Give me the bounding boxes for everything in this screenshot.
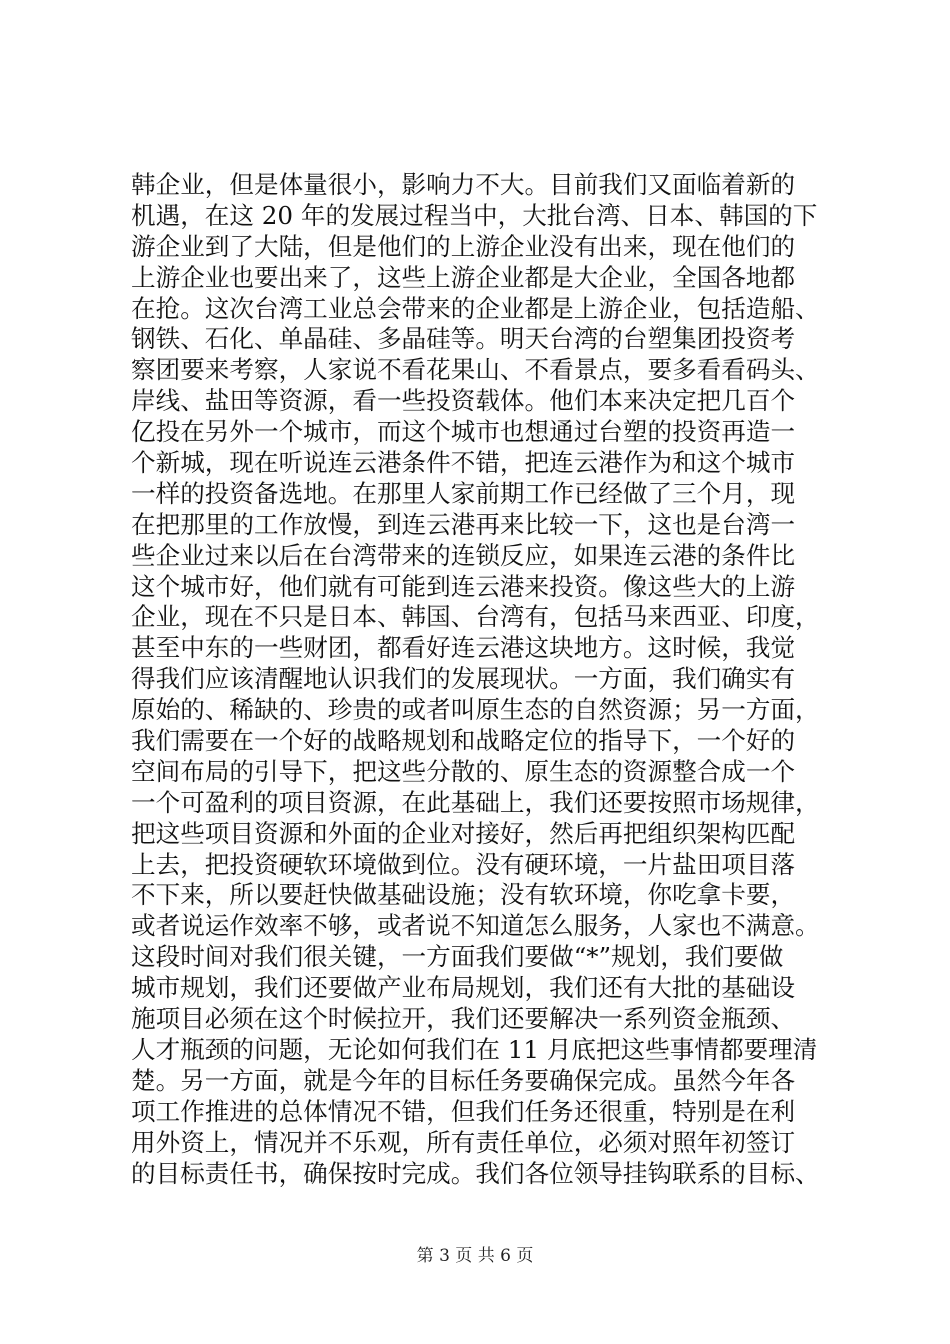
text-line: 上游企业也要出来了，这些上游企业都是大企业，全国各地都 [131, 262, 796, 292]
text-line: 城市规划，我们还要做产业布局规划，我们还有大批的基础设 [131, 973, 796, 1003]
text-line: 楚。另一方面，就是今年的目标任务要确保完成。虽然今年各 [131, 1065, 796, 1095]
text-line: 这个城市好，他们就有可能到连云港来投资。像这些大的上游 [131, 571, 796, 601]
text-line: 或者说运作效率不够，或者说不知道怎么服务，人家也不满意。 [131, 911, 820, 941]
text-line: 我们需要在一个好的战略规划和战略定位的指导下，一个好的 [131, 726, 796, 756]
text-line: 不下来，所以要赶快做基础设施；没有软环境，你吃拿卡要， [131, 880, 796, 910]
text-line: 用外资上，情况并不乐观，所有责任单位，必须对照年初签订 [131, 1127, 796, 1157]
page-footer: 第 3 页 共 6 页 [416, 1246, 534, 1266]
text-line: 的目标责任书，确保按时完成。我们各位领导挂钩联系的目标、 [131, 1158, 820, 1188]
text-line: 施项目必须在这个时候拉开，我们还要解决一系列资金瓶颈、 [131, 1004, 796, 1034]
text-line: 一样的投资备选地。在那里人家前期工作已经做了三个月，现 [131, 478, 796, 508]
text-line: 岸线、盐田等资源，看一些投资载体。他们本来决定把几百个 [131, 386, 796, 416]
text-line: 项工作推进的总体情况不错，但我们任务还很重，特别是在利 [131, 1096, 796, 1126]
text-line: 亿投在另外一个城市，而这个城市也想通过台塑的投资再造一 [131, 417, 796, 447]
text-line: 察团要来考察，人家说不看花果山、不看景点，要多看看码头、 [131, 355, 820, 385]
text-line: 空间布局的引导下，把这些分散的、原生态的资源整合成一个 [131, 756, 796, 786]
text-line: 个新城，现在听说连云港条件不错，把连云港作为和这个城市 [131, 448, 796, 478]
text-line: 机遇，在这 20 年的发展过程当中，大批台湾、日本、韩国的下 [131, 200, 818, 230]
text-line: 韩企业，但是体量很小，影响力不大。目前我们又面临着新的 [131, 170, 796, 199]
text-line: 得我们应该清醒地认识我们的发展现状。一方面，我们确实有 [131, 664, 796, 694]
text-line: 钢铁、石化、单晶硅、多晶硅等。明天台湾的台塑集团投资考 [131, 324, 796, 354]
text-line: 企业，现在不只是日本、韩国、台湾有，包括马来西亚、印度， [131, 602, 820, 632]
body-text [131, 170, 831, 1189]
text-line: 把这些项目资源和外面的企业对接好，然后再把组织架构匹配 [131, 818, 796, 848]
text-line: 原始的、稀缺的、珍贵的或者叫原生态的自然资源；另一方面， [131, 695, 820, 725]
text-line: 一个可盈利的项目资源，在此基础上，我们还要按照市场规律， [131, 787, 820, 817]
text-line: 甚至中东的一些财团，都看好连云港这块地方。这时候，我觉 [131, 633, 796, 663]
text-line: 些企业过来以后在台湾带来的连锁反应，如果连云港的条件比 [131, 540, 796, 570]
text-line: 在抢。这次台湾工业总会带来的企业都是上游企业，包括造船、 [131, 293, 820, 323]
text-line: 游企业到了大陆，但是他们的上游企业没有出来，现在他们的 [131, 231, 796, 261]
text-line: 上去，把投资硬软环境做到位。没有硬环境，一片盐田项目落 [131, 849, 796, 879]
text-line: 人才瓶颈的问题，无论如何我们在 11 月底把这些事情都要理清 [131, 1034, 818, 1064]
text-line: 这段时间对我们很关键，一方面我们要做“*”规划，我们要做 [131, 942, 784, 972]
text-line: 在把那里的工作放慢，到连云港再来比较一下，这也是台湾一 [131, 509, 796, 539]
